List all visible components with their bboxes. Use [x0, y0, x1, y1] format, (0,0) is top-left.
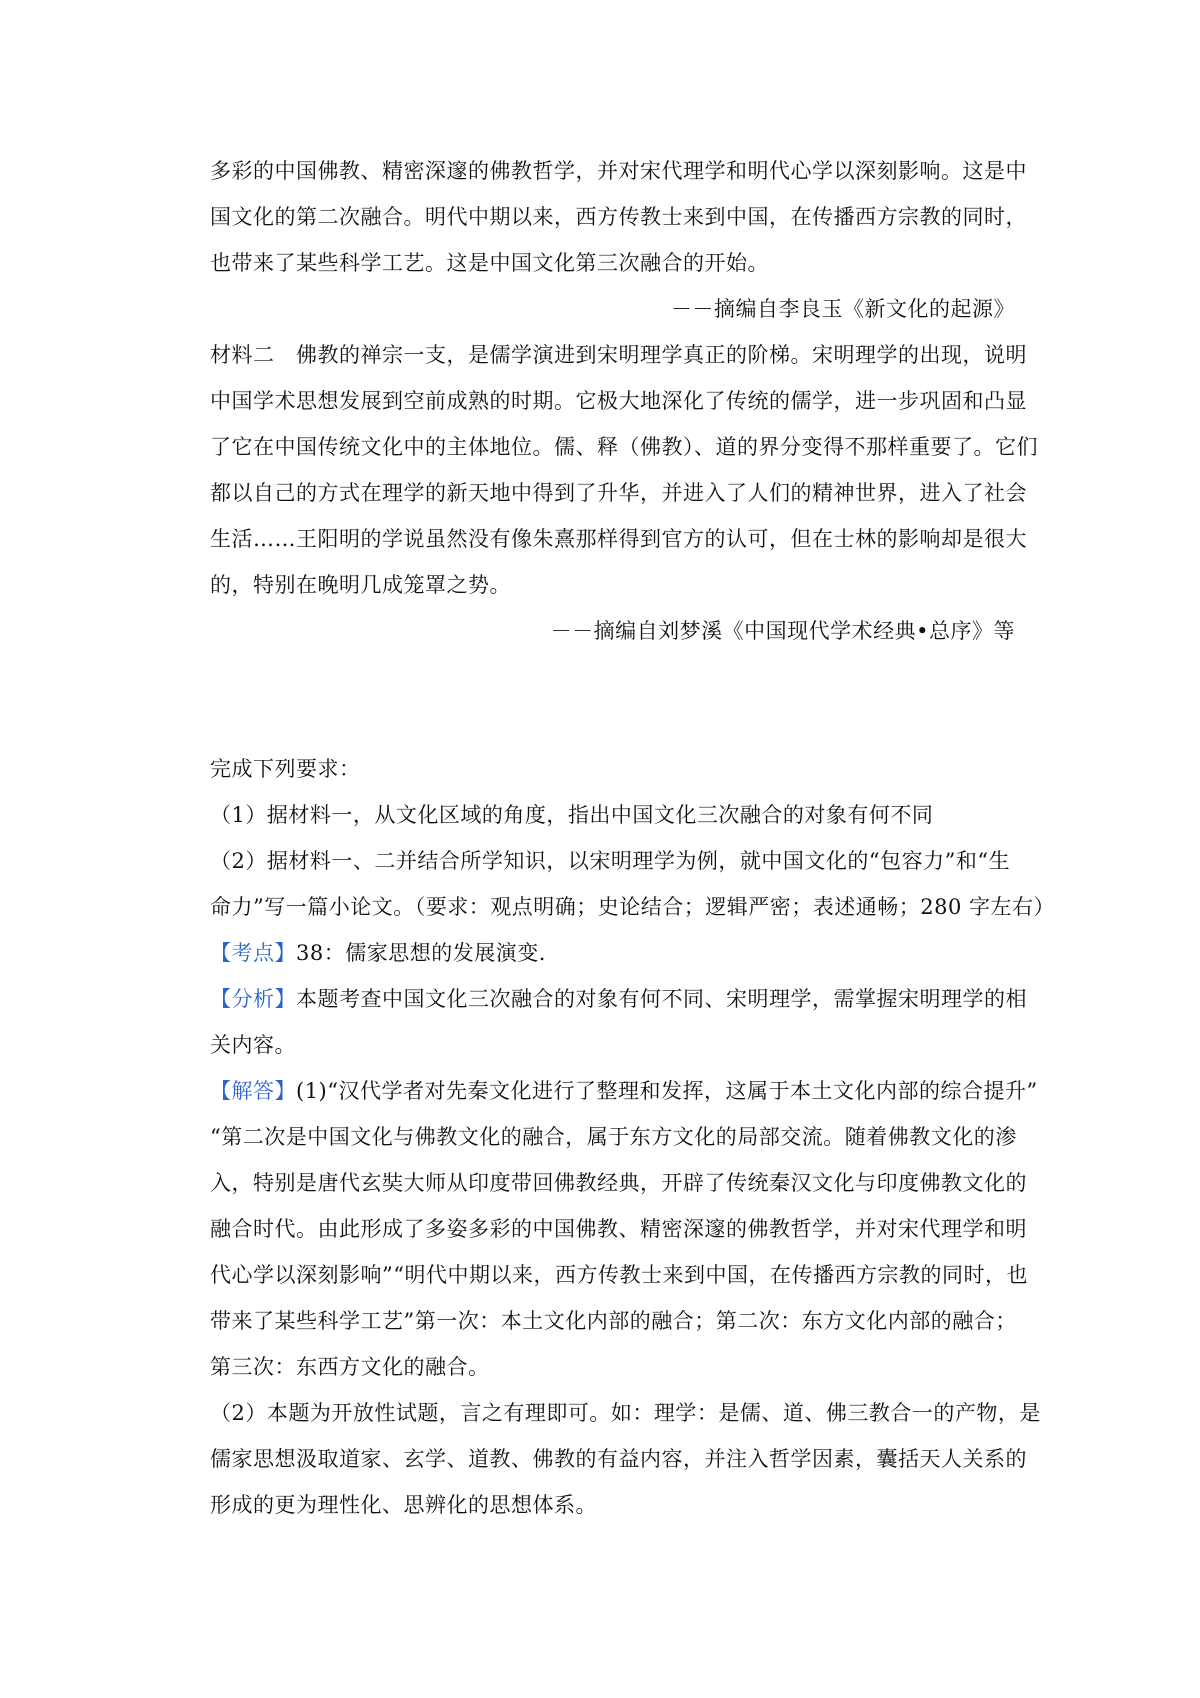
kaodian-label: 【考点】 [210, 941, 296, 965]
paragraph-line: 命力”写一篇小论文。（要求：观点明确；史论结合；逻辑严密；表述通畅；280 字左右） [210, 895, 1055, 919]
paragraph-line: （2）本题为开放性试题，言之有理即可。如：理学：是儒、道、佛三教合一的产物，是 [210, 1401, 1041, 1425]
paragraph-line: 多彩的中国佛教、精密深邃的佛教哲学，并对宋代理学和明代心学以深刻影响。这是中 [210, 159, 1027, 183]
paragraph-line: 也带来了某些科学工艺。这是中国文化第三次融合的开始。 [210, 251, 769, 275]
jieda-label: 【解答】 [210, 1079, 296, 1103]
paragraph-line: 中国学术思想发展到空前成熟的时期。它极大地深化了传统的儒学，进一步巩固和凸显 [210, 389, 1027, 413]
paragraph-line [210, 1068, 1038, 1114]
paragraph-line: 形成的更为理性化、思辨化的思想体系。 [210, 1493, 597, 1517]
answer-2 [210, 1390, 1041, 1528]
paragraph-line: 生活……王阳明的学说虽然没有像朱熹那样得到官方的认可，但在士林的影响却是很大 [210, 527, 1027, 551]
paragraph-line: 关内容。 [210, 1033, 296, 1057]
paragraph-line [210, 976, 1027, 1022]
fenxi-section [210, 976, 1027, 1068]
document-page [210, 148, 1055, 1528]
paragraph-line: 代心学以深刻影响”“明代中期以来，西方传教士来到中国，在传播西方宗教的同时，也 [210, 1263, 1028, 1287]
material1-tail [210, 148, 1027, 286]
material1-source: －－摘编自李良玉《新文化的起源》 [671, 297, 1015, 321]
material2 [210, 332, 1038, 608]
paragraph-line: （2）据材料一、二并结合所学知识，以宋明理学为例，就中国文化的“包容力”和“生 [210, 849, 1011, 873]
paragraph-line: 国文化的第二次融合。明代中期以来，西方传教士来到中国，在传播西方宗教的同时， [210, 205, 1027, 229]
jieda-section [210, 1068, 1038, 1390]
paragraph-line: “第二次是中国文化与佛教文化的融合，属于东方文化的局部交流。随着佛教文化的渗 [210, 1125, 1017, 1149]
material2-source: －－摘编自刘梦溪《中国现代学术经典•总序》等 [550, 619, 1015, 643]
question-1: （1）据材料一，从文化区域的角度，指出中国文化三次融合的对象有何不同 [210, 803, 934, 827]
spacer [210, 654, 1015, 746]
paragraph-line: 带来了某些科学工艺”第一次：本土文化内部的融合；第二次：东方文化内部的融合； [210, 1309, 1017, 1333]
paragraph-line: 融合时代。由此形成了多姿多彩的中国佛教、精密深邃的佛教哲学，并对宋代理学和明 [210, 1217, 1027, 1241]
paragraph-line: 儒家思想汲取道家、玄学、道教、佛教的有益内容，并注入哲学因素，囊括天人关系的 [210, 1447, 1027, 1471]
requirements-intro: 完成下列要求： [210, 757, 361, 781]
paragraph-line: 第三次：东西方文化的融合。 [210, 1355, 490, 1379]
paragraph-line: 的，特别在晚明几成笼罩之势。 [210, 573, 511, 597]
paragraph-line: 材料二 佛教的禅宗一支，是儒学演进到宋明理学真正的阶梯。宋明理学的出现，说明 [210, 343, 1027, 367]
kaodian-text: 38：儒家思想的发展演变. [296, 941, 546, 965]
question-2 [210, 838, 1055, 930]
fenxi-label: 【分析】 [210, 987, 296, 1011]
paragraph-line: 了它在中国传统文化中的主体地位。儒、释（佛教）、道的界分变得不那样重要了。它们 [210, 435, 1038, 459]
paragraph-line: 入，特别是唐代玄奘大师从印度带回佛教经典，开辟了传统秦汉文化与印度佛教文化的 [210, 1171, 1027, 1195]
kaodian-section [210, 930, 1015, 976]
paragraph-line: 都以自己的方式在理学的新天地中得到了升华，并进入了人们的精神世界，进入了社会 [210, 481, 1027, 505]
fenxi-text: 本题考查中国文化三次融合的对象有何不同、宋明理学，需掌握宋明理学的相 [296, 987, 1027, 1011]
jieda-text: (1)“汉代学者对先秦文化进行了整理和发挥，这属于本土文化内部的综合提升” [296, 1079, 1038, 1103]
